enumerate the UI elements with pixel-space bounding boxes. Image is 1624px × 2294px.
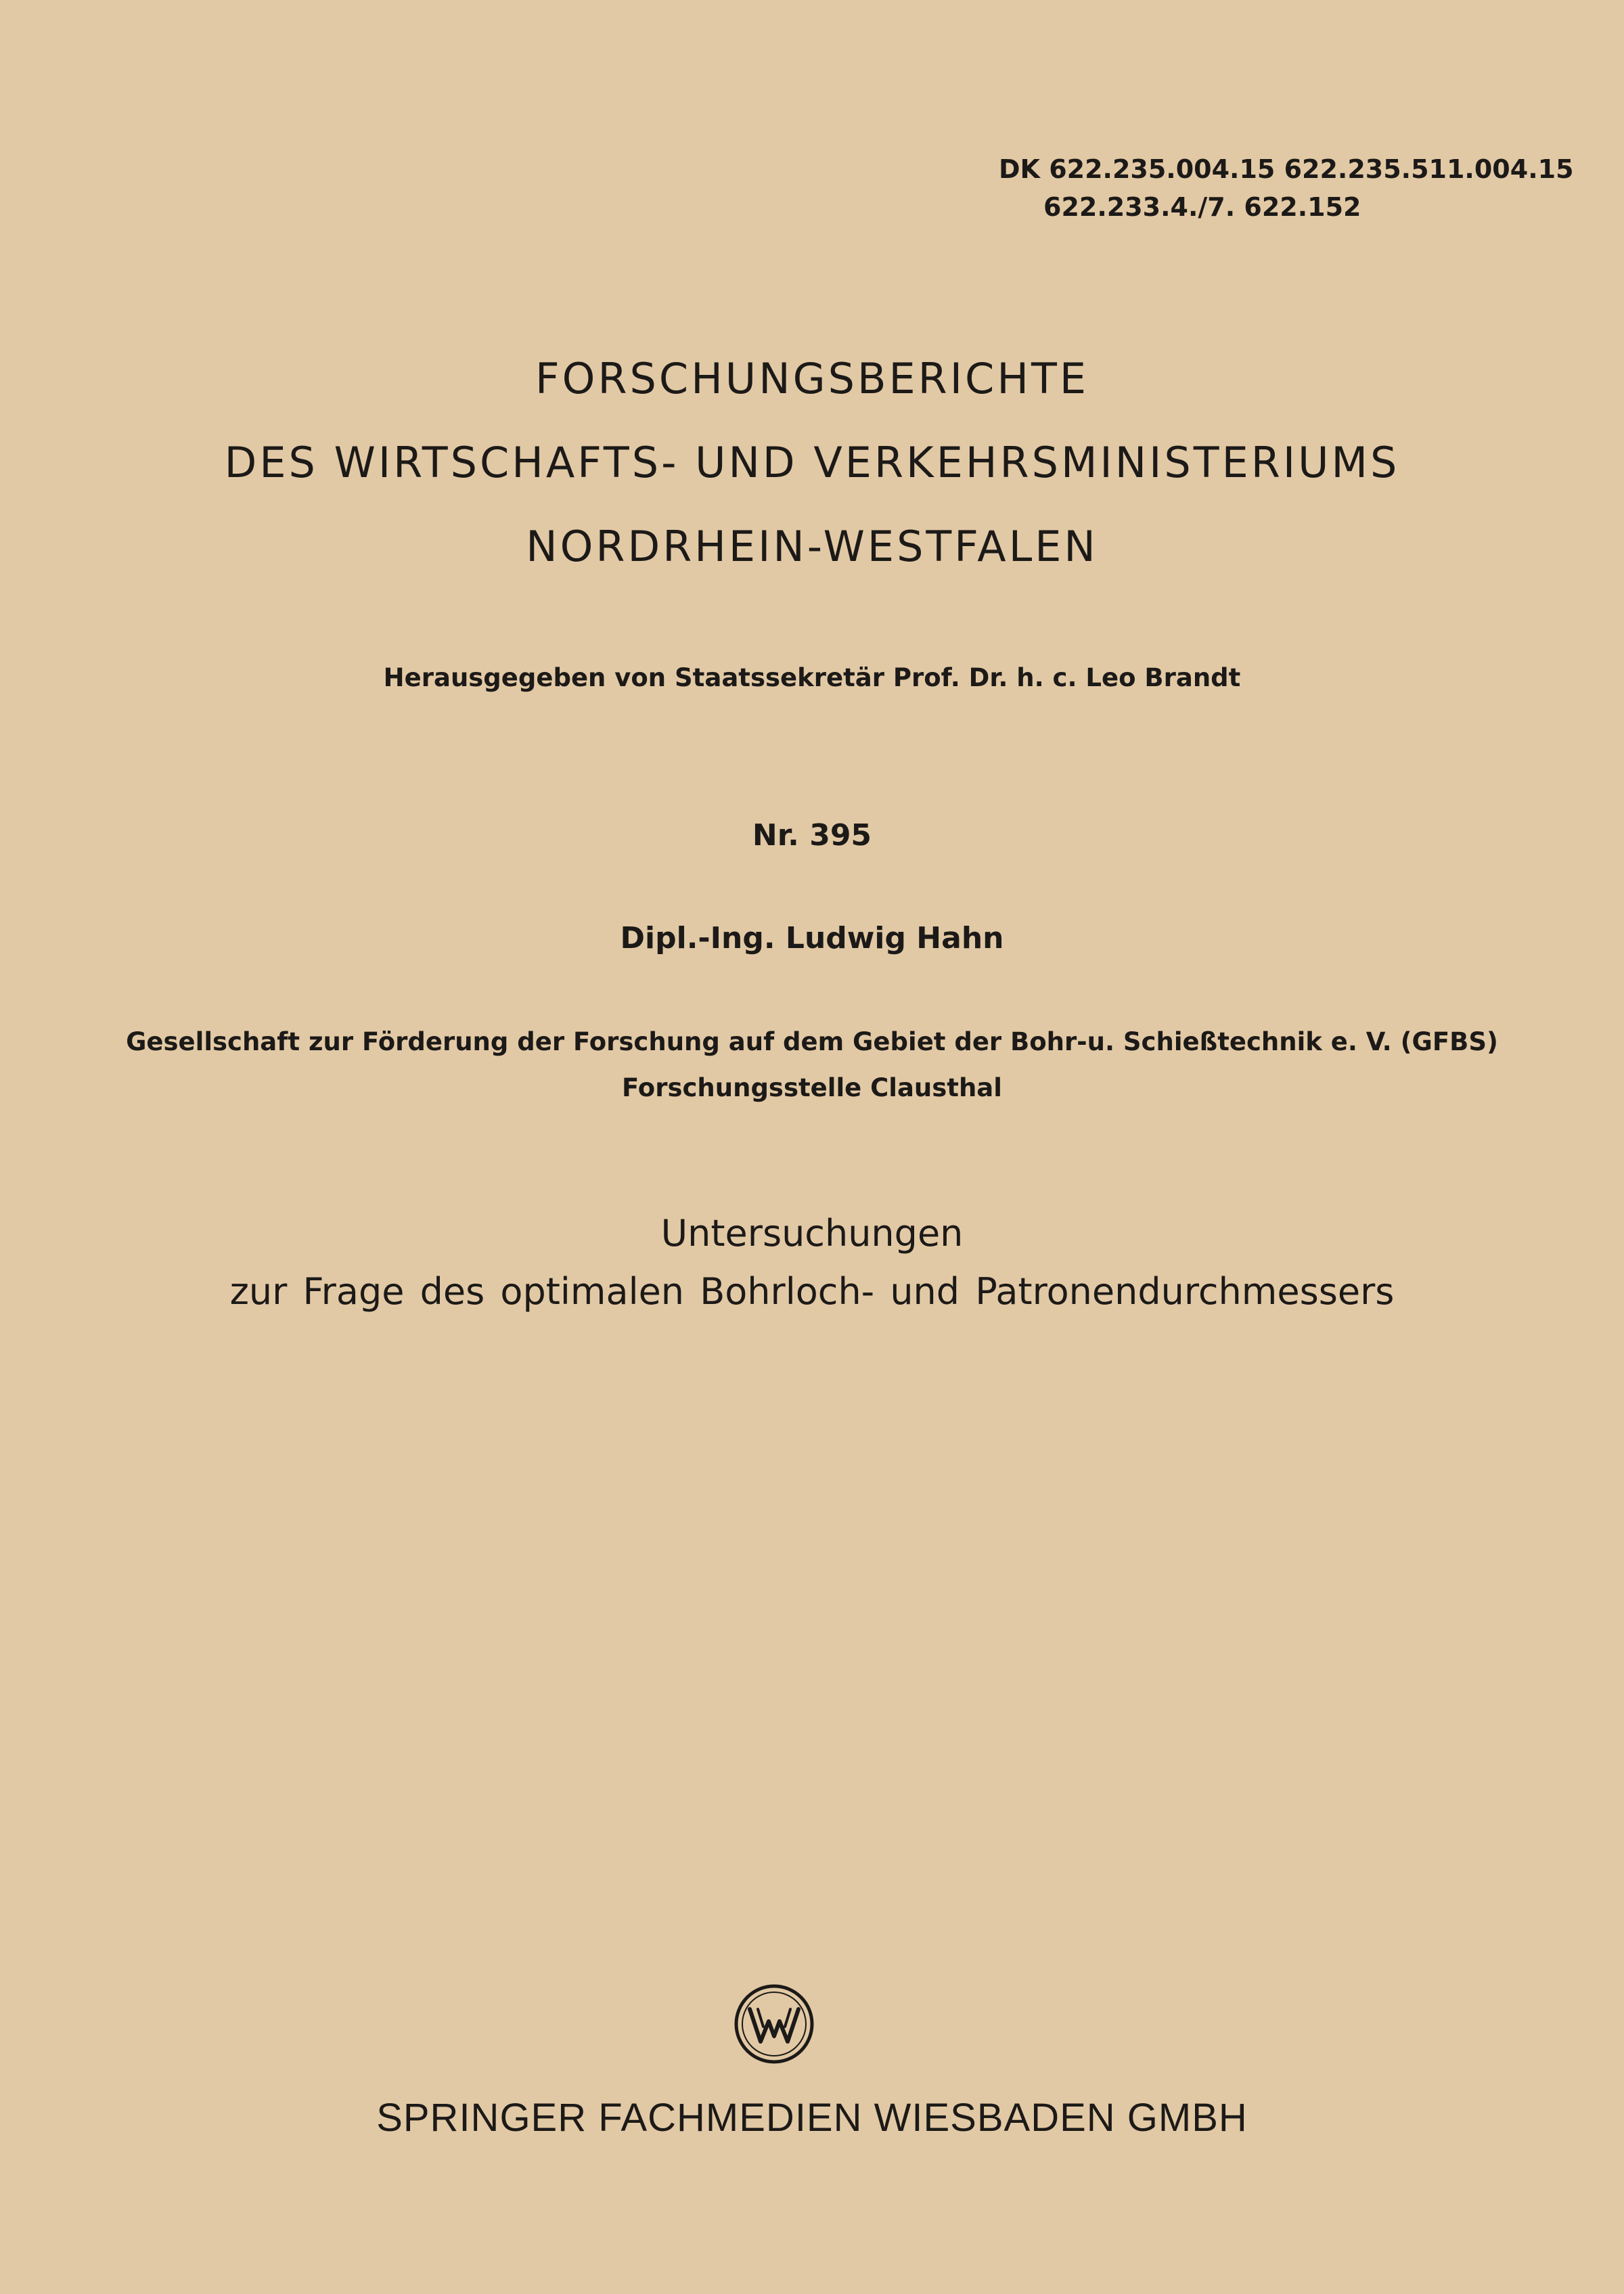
title-line-2: zur Frage des optimalen Bohrloch- und Patronendurchmessers [229, 1270, 1395, 1313]
dk-classification [974, 150, 1574, 226]
dk-line-2: 622.233.4./7. 622.152 [1043, 192, 1361, 222]
springer-w-logo-icon [734, 1983, 815, 2065]
dk-line-1: DK 622.235.004.15 622.235.511.004.15 [999, 154, 1574, 184]
series-line-1: FORSCHUNGSBERICHTE [535, 354, 1089, 403]
institution [0, 1019, 1624, 1111]
report-number: Nr. 395 [752, 818, 872, 853]
author-name: Dipl.-Ing. Ludwig Hahn [620, 921, 1004, 955]
institution-line-2: Forschungsstelle Clausthal [622, 1073, 1002, 1102]
series-line-2: DES WIRTSCHAFTS- UND VERKEHRSMINISTERIUMS [224, 438, 1400, 487]
publisher-name: SPRINGER FACHMEDIEN WIESBADEN GMBH [376, 2096, 1248, 2140]
institution-line-1: Gesellschaft zur Förderung der Forschung auf dem Gebiet der Bohr-u. Schießtechnik e. V. (GFBS) [126, 1027, 1498, 1056]
title-line-1: Untersuchungen [660, 1212, 964, 1255]
series-title [0, 337, 1624, 589]
report-title [0, 1205, 1624, 1321]
series-line-3: NORDRHEIN-WESTFALEN [526, 522, 1098, 571]
editor-line: Herausgegeben von Staatssekretär Prof. Dr. h. c. Leo Brandt [383, 663, 1241, 692]
